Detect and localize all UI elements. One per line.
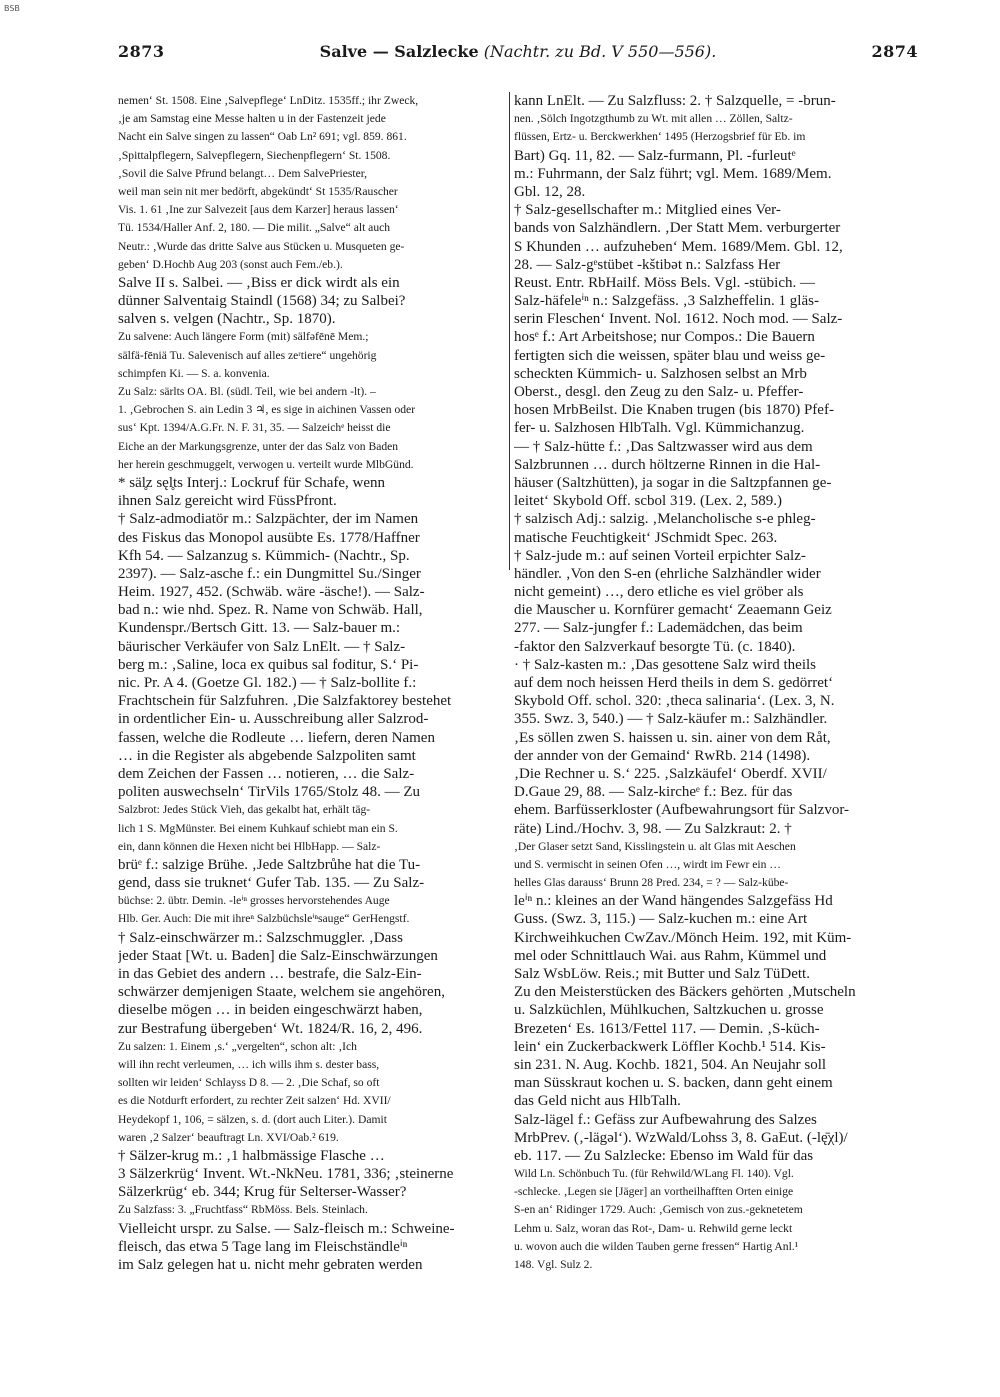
text-line: Vis. 1. 61 ‚Ine zur Salvezeit [aus dem Karzer] heraus lassen‘	[118, 203, 399, 217]
text-line: Salz-lägel f.: Gefäss zur Aufbewahrung des Salzes	[514, 1111, 817, 1128]
text-line: Gbl. 12, 28.	[514, 183, 586, 200]
text-line: Salz-häfeleⁱⁿ n.: Salzgefäss. ‚3 Salzheffelin. 1 gläs-	[514, 293, 819, 310]
text-line: gend, dass sie truknet‘ Gufer Tab. 135. — Zu Salz-	[118, 875, 425, 892]
text-line: Salzbrot: Jedes Stück Vieh, das gekalbt hat, erhält täg-	[118, 803, 371, 817]
text-line: kann LnElt. — Zu Salzfluss: 2. † Salzquelle, = -brun-	[514, 93, 836, 109]
text-line: brüᵉ f.: salzige Brühe. ‚Jede Saltzbrůhe hat die Tu-	[118, 856, 421, 873]
text-line: Kfh 54. — Salzanzug s. Kümmich- (Nachtr., Sp.	[118, 547, 410, 564]
text-line: Reust. Entr. RbHailf. Möss Bels. Vgl. -stübich. —	[514, 274, 815, 291]
text-line: im Salz gelegen hat u. nicht mehr gebraten werden	[118, 1257, 423, 1273]
text-line: u. Salzküchlen, Mühlkuchen, Saltzkuchen u. grosse	[514, 1002, 824, 1019]
text-line: ihnen Salz gereicht wird FüssPfront.	[118, 493, 337, 510]
text-line: * säl̥z sęl̥ts Interj.: Lockruf für Schafe, wenn	[118, 474, 385, 491]
text-line: Vielleicht urspr. zu Salse. — Salz-fleisch m.: Schweine-	[118, 1220, 455, 1237]
text-line: Wild Ln. Schönbuch Tu. (für Rehwild/WLang Fl. 140). Vgl.	[514, 1167, 794, 1181]
text-line: fer- u. Salzhosen HlbTalh. Vgl. Kümmichanzug.	[514, 420, 805, 437]
text-line: † Salz-gesellschafter m.: Mitglied eines Ver-	[514, 202, 781, 219]
text-line: Nacht ein Salve singen zu lassen“ Oab Ln² 691; vgl. 859. 861.	[118, 130, 407, 144]
text-line: häuser (Saltzhütten), ja sogar in die Saltzpfannen ge-	[514, 474, 832, 491]
text-line: S Khunden … aufzuheben‘ Mem. 1689/Mem. Gbl. 12,	[514, 238, 843, 255]
headword-range: Salve — Salzlecke	[319, 42, 479, 61]
text-line: sin 231. N. Aug. Kochb. 1821, 504. An Neujahr soll	[514, 1056, 827, 1073]
text-line: dem Zeichen der Fassen … notieren, … die Salz-	[118, 765, 415, 782]
text-line: ‚Der Glaser setzt Sand, Kisslingstein u. alt Glas mit Aeschen	[514, 839, 796, 853]
text-line: nemen‘ St. 1508. Eine ‚Salvepflege‘ LnDitz. 1535ff.; ihr Zweck,	[118, 94, 419, 107]
text-line: † Salz-einschwärzer m.: Salzschmuggler. ‚Dass	[118, 929, 403, 946]
text-line: D.Gaue 29, 88. — Salz-kircheᵉ f.: Bez. für das	[514, 784, 793, 801]
text-line: 277. — Salz-jungfer f.: Lademädchen, das beim	[514, 620, 803, 637]
text-line: hosen MrbBeilst. Die Knaben trugen (bis 1870) Pfef-	[514, 402, 834, 419]
supplement-note: (Nachtr. zu Bd. V 550—556).	[483, 42, 717, 61]
text-line: weil man sein nit mer bedörft, abgekündt‘ St 1535/Rauscher	[118, 184, 398, 198]
text-line: und S. vermischt in seinen Ofen …, wirdt im Fewr ein …	[514, 857, 781, 871]
text-line: Lehm u. Salz, woran das Rot-, Dam- u. Rehwild gerne leckt	[514, 1221, 793, 1235]
text-line: will ihn recht verleumen, … ich wills ihm s. dester bass,	[118, 1057, 380, 1071]
text-line: ‚Sovil die Salve Pfrund belangt… Dem SalvePriester,	[118, 166, 368, 180]
text-line: Heim. 1927, 452. (Schwäb. wäre -äsche!). — Salz-	[118, 584, 425, 601]
text-line: bad n.: wie nhd. Spez. R. Name von Schwäb. Hall,	[118, 602, 423, 619]
text-line: nen. ‚Sölch Ingotzgthumb zu Wt. mit allen … Zöllen, Saltz-	[514, 112, 793, 126]
text-line: — † Salz-hütte f.: ‚Das Saltzwasser wird aus dem	[514, 438, 813, 455]
text-line: händler. ‚Von den S-en (ehrliche Salzhändler wider	[514, 565, 821, 582]
text-line: sälfä-fēniä Tu. Salevenisch auf alles zeʳtiere“ ungehörig	[118, 348, 377, 362]
text-line: 3 Sälzerkrüg‘ Invent. Wt.-NkNeu. 1781, 336; ‚steinerne	[118, 1166, 454, 1183]
text-line: bäurischer Verkäufer von Salz LnElt. — † Salz-	[118, 638, 406, 655]
text-line: politen auswechseln‘ TirVils 1765/Stolz 48. — Zu	[118, 784, 421, 801]
text-line: -schlecke. ‚Legen sie [Jäger] an vortheilhafften Orten einige	[514, 1185, 794, 1199]
text-line: lein‘ ein Zuckerbackwerk Löffler Kochb.¹ 514. Kis-	[514, 1038, 826, 1055]
text-line: ehem. Barfüsserkloster (Aufbewahrungsort für Salzvor-	[514, 802, 850, 819]
text-line: dünner Salventaig Staindl (1568) 34; zu Salbei?	[118, 293, 406, 310]
text-line: es die Notdurft erfordert, zu rechter Zeit salzen‘ Hd. XVII/	[118, 1094, 391, 1108]
text-line: fassen, welche die Rodleute … liefern, deren Namen	[118, 729, 435, 746]
text-line: 2397). — Salz-asche f.: ein Dungmittel Su./Singer	[118, 565, 421, 582]
running-title	[118, 42, 918, 61]
text-line: nic. Pr. A 4. (Goetze Gl. 182.) — † Salz-bollite f.:	[118, 675, 417, 691]
text-line: eb. 117. — Zu Salzlecke: Ebenso im Wald für das	[514, 1147, 814, 1164]
text-line: dieselbe mögen … in beiden eingeschwärzt haben,	[118, 1002, 423, 1019]
text-line: Zu salzen: 1. Einem ‚s.‘ „vergelten“, schon alt: ‚Ich	[118, 1039, 357, 1053]
text-line: Tü. 1534/Haller Anf. 2, 180. — Die milit. „Salve“ alt auch	[118, 221, 391, 235]
text-line: man Süsskraut kochen u. S. backen, dann geht einem	[514, 1075, 833, 1092]
text-line: Kirchweihkuchen CwZav./Mönch Heim. 192, mit Küm-	[514, 929, 852, 946]
text-line: Eiche an der Markungsgrenze, unter der das Salz von Baden	[118, 439, 399, 453]
text-line: lich 1 S. MgMünster. Bei einem Kuhkauf schiebt man ein S.	[118, 821, 398, 835]
text-line: ‚je am Samstag eine Messe halten u in der Fastenzeit jede	[118, 112, 386, 126]
text-line: Hlb. Ger. Auch: Die mit ihreⁿ Salzbüchsleⁱⁿsauge“ GerHengstf.	[118, 912, 410, 926]
text-line: hosᵉ f.: Art Arbeitshose; nur Compos.: Die Bauern	[514, 329, 815, 346]
text-line: in ordentlicher Ein- u. Ausschreibung aller Salzrod-	[118, 711, 429, 728]
text-line: der annder von der Gemaind‘ RwRb. 214 (1498).	[514, 747, 811, 764]
text-line: † Sälzer-krug m.: ‚1 halbmässige Flasche …	[118, 1147, 385, 1164]
text-line: berg m.: ‚Saline, loca ex quibus sal foditur, S.‘ Pi-	[118, 656, 419, 673]
text-line: Zu salvene: Auch längere Form (mit) sälfəfēnē Mem.;	[118, 330, 369, 344]
text-line: das Geld nicht aus HlbTalh.	[514, 1093, 681, 1110]
text-line: ein, dann können die Hexen nicht bei HlbHapp. — Salz-	[118, 839, 381, 853]
text-line: † Salz-admodiatör m.: Salzpächter, der im Namen	[118, 511, 419, 528]
text-line: u. wovon auch die wilden Tauben gerne fressen“ Hartig Anl.¹	[514, 1239, 799, 1253]
text-line: ‚Es söllen zwen S. haissen u. sin. ainer von dem Råt,	[514, 729, 831, 746]
text-line: 28. — Salz-gᵉstübet -kštibət n.: Salzfass Her	[514, 256, 781, 273]
text-line: Kundenspr./Bertsch Gitt. 13. — Salz-bauer m.:	[118, 620, 401, 637]
text-line: … in die Register als abgebende Salzpoliten samt	[118, 747, 416, 764]
text-line: sollten wir leiden‘ Schlayss D 8. — 2. ‚Die Schaf, so oft	[118, 1076, 380, 1090]
text-line: Zu Salz: särlts OA. Bl. (südl. Teil, wie bei andern -lt). –	[118, 385, 376, 398]
text-line: † salzisch Adj.: salzig. ‚Melancholische s-e phleg-	[514, 511, 816, 528]
text-line: Brezeten‘ Es. 1613/Fettel 117. — Demin. ‚S-küch-	[514, 1020, 820, 1037]
text-line: bands von Salzhändlern. ‚Der Statt Mem. verburgerter	[514, 220, 841, 237]
text-line: leⁱⁿ n.: kleines an der Wand hängendes Salzgefäss Hd	[514, 893, 833, 910]
column-right	[514, 92, 918, 1372]
text-line: Neutr.: ‚Wurde das dritte Salve aus Stücken u. Musqueten ge-	[118, 239, 405, 253]
text-line: Sälzerkrüg‘ eb. 344; Krug für Selterser-Wasser?	[118, 1184, 407, 1201]
text-line: Skybold Off. schol. 320: ‚theca salinaria‘. (Lex. 3, N.	[514, 693, 835, 710]
text-line: räte) Lind./Hochv. 3, 98. — Zu Salzkraut: 2. †	[514, 820, 792, 837]
text-line: fleisch, das etwa 5 Tage lang im Fleischständleⁱⁿ	[118, 1238, 408, 1255]
text-line: Oberst., desgl. den Zeug zu den Salz- u. Pfeffer-	[514, 384, 804, 400]
text-line: Salz WsbLöw. Reis.; mit Butter und Salz TüDett.	[514, 966, 810, 982]
column-divider	[509, 92, 510, 570]
text-line: Guss. (Swz. 3, 115.) — Salz-kuchen m.: eine Art	[514, 911, 808, 928]
text-line: Salzbrunnen … durch höltzerne Rinnen in die Hal-	[514, 456, 821, 473]
text-line: matische Feuchtigkeit‘ JSchmidt Spec. 263.	[514, 529, 778, 546]
text-line: Zu den Meisterstücken des Bäckers gehörten ‚Mutscheln	[514, 984, 856, 1001]
text-line: Bart) Gq. 11, 82. — Salz-furmann, Pl. -furleutᵉ	[514, 147, 796, 164]
text-line: m.: Fuhrmann, der Salz führt; vgl. Mem. 1689/Mem.	[514, 165, 832, 182]
library-stamp: BSB	[4, 4, 20, 13]
text-line: 355. Swz. 3, 540.) — † Salz-käufer m.: Salzhändler.	[514, 711, 828, 728]
page-header	[118, 42, 918, 68]
text-line: waren ‚2 Salzer‘ beauftragt Ln. XVI/Oab.² 619.	[118, 1130, 339, 1144]
text-line: Heydekopf 1, 106, = sälzen, s. d. (dort auch Liter.). Damit	[118, 1112, 387, 1126]
text-line: des Fiskus das Monopol ausübte Es. 1778/Haffner	[118, 529, 420, 546]
text-line: · † Salz-kasten m.: ‚Das gesottene Salz wird theils	[514, 656, 817, 673]
text-line: scheckten Kümmich- u. Salzhosen selbst an Mrb	[514, 365, 807, 382]
text-line: die Mauscher u. Kornfürer gemacht‘ Zeaemann Geiz	[514, 602, 832, 619]
text-line: geben‘ D.Hochb Aug 203 (sonst auch Fem./eb.).	[118, 257, 343, 271]
text-line: schimpfen Ki. — S. a. konvenia.	[118, 366, 270, 380]
text-line: Frachtschein für Salzfuhren. ‚Die Salzfaktorey bestehet	[118, 693, 452, 710]
text-line: S-en an‘ Ridinger 1729. Auch: ‚Gemisch von zus.-geknetetem	[514, 1203, 803, 1217]
text-line: nicht gemeint) …, dero etliche es viel gröber als	[514, 584, 804, 601]
text-line: zur Bestrafung übergeben‘ Wt. 1824/R. 16, 2, 496.	[118, 1020, 423, 1037]
text-line: 1. ‚Gebrochen S. ain Ledin 3 ♃, es sige in aichinen Vassen oder	[118, 403, 416, 417]
text-line: auf dem noch heissen Herd theils in dem S. gedörret‘	[514, 675, 834, 691]
page-number-right: 2874	[871, 42, 918, 61]
text-line: flüssen, Ertz- u. Berckwerkhen‘ 1495 (Herzogsbrief für Eb. im	[514, 130, 806, 144]
text-line: schwärzer demjenigen Staate, welchem sie angehören,	[118, 984, 445, 1001]
text-line: jeder Staat [Wt. u. Baden] die Salz-Einschwärzungen	[118, 947, 438, 964]
text-line: 148. Vgl. Sulz 2.	[514, 1258, 593, 1271]
text-line: Salve II s. Salbei. — ‚Biss er dick wirdt als ein	[118, 274, 400, 291]
text-line: helles Glas darauss‘ Brunn 28 Pred. 234, = ? — Salz-kübe-	[514, 876, 789, 890]
text-line: mel oder Schnittlauch Wai. aus Rahm, Kümmel und	[514, 947, 827, 964]
text-line: salven s. velgen (Nachtr., Sp. 1870).	[118, 311, 336, 328]
text-line: fertigten sich die weissen, später blau und weiss ge-	[514, 347, 826, 364]
text-line: in das Gebiet des andern … bestrafe, die Salz-Ein-	[118, 966, 422, 982]
text-line: sus‘ Kpt. 1394/A.G.Fr. N. F. 31, 35. — Salzeichᵉ heisst die	[118, 421, 391, 435]
text-line: serin Fleschen‘ Invent. Nol. 1612. Noch mod. — Salz-	[514, 311, 843, 328]
text-line: ‚Spittalpflegern, Salvepflegern, Siechenpflegern‘ St. 1508.	[118, 148, 391, 162]
page-number-left: 2873	[118, 42, 165, 61]
text-line: MrbPrev. (‚-lägəl‘). WzWald/Lohss 3, 8. GaEut. (-lę̄χl)/	[514, 1129, 848, 1146]
text-line: ‚Die Rechner u. S.‘ 225. ‚Salzkäufel‘ Oberdf. XVII/	[514, 765, 827, 782]
text-line: † Salz-jude m.: auf seinen Vorteil erpichter Salz-	[514, 547, 806, 564]
text-line: her herein geschmuggelt, verwogen u. verteilt wurde MlbGünd.	[118, 457, 414, 471]
text-line: leitet‘ Skybold Off. scbol 319. (Lex. 2, 589.)	[514, 493, 783, 510]
text-line: Zu Salzfass: 3. „Fruchtfass“ RbMöss. Bels. Steinlach.	[118, 1203, 368, 1217]
text-line: büchse: 2. übtr. Demin. -leⁱⁿ grosses hervorstehendes Auge	[118, 894, 390, 908]
column-left	[118, 92, 504, 1372]
text-line: -faktor den Salzverkauf besorgte Tü. (c. 1840).	[514, 638, 796, 655]
